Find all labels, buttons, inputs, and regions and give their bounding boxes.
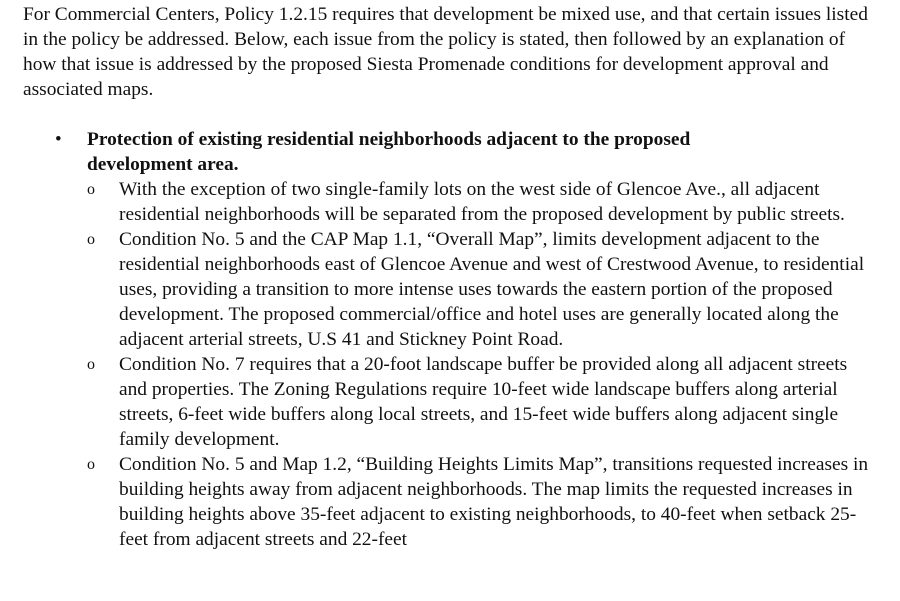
list-item	[0, 227, 869, 352]
list-item-text: Condition No. 5 and Map 1.2, “Building Heights Limits Map”, transitions requested increases in building heights away from adjacent neighborhoods. The map limits the requested increases in building heights above 35-feet adjacent to existing neighborhoods, to 40-feet when setback 25-feet from adjacent streets and 22-feet	[119, 454, 869, 550]
sub-bullet-marker: o	[87, 356, 95, 373]
list-item	[0, 452, 869, 552]
issue-heading: Protection of existing residential neighborhoods adjacent to the proposed development area.	[87, 129, 691, 175]
bullet-marker: •	[55, 129, 62, 150]
issue-heading-row	[0, 127, 787, 177]
sub-bullet-marker: o	[87, 231, 95, 248]
list-item-text: With the exception of two single-family lots on the west side of Glencoe Ave., all adjacent residential neighborhoods will be separated from the proposed development by public streets.	[119, 179, 845, 225]
sub-bullet-marker: o	[87, 456, 95, 473]
list-item-text: Condition No. 7 requires that a 20-foot landscape buffer be provided along all adjacent streets and properties. The Zoning Regulations require 10-feet wide landscape buffers along arterial streets, 6-feet wide buffers along local streets, and 15-feet wide buffers along adjacent single family development.	[119, 354, 848, 450]
issue-bullet	[0, 127, 900, 552]
explanation-list	[0, 177, 900, 552]
intro-paragraph: For Commercial Centers, Policy 1.2.15 requires that development be mixed use, and that certain issues listed in the policy be addressed. Below, each issue from the policy is stated, then followed by an explanation of how that issue is addressed by the proposed Siesta Promenade conditions for development approval and associated maps.	[23, 4, 868, 100]
list-item-text: Condition No. 5 and the CAP Map 1.1, “Overall Map”, limits development adjacent to the residential neighborhoods east of Glencoe Avenue and west of Crestwood Avenue, to residential uses, providing a transition to more intense uses towards the eastern portion of the proposed development. The proposed commercial/office and hotel uses are generally located along the adjacent arterial streets, U.S 41 and Stickney Point Road.	[119, 229, 865, 350]
list-item	[0, 352, 869, 452]
list-item	[0, 177, 869, 227]
sub-bullet-marker: o	[87, 181, 95, 198]
